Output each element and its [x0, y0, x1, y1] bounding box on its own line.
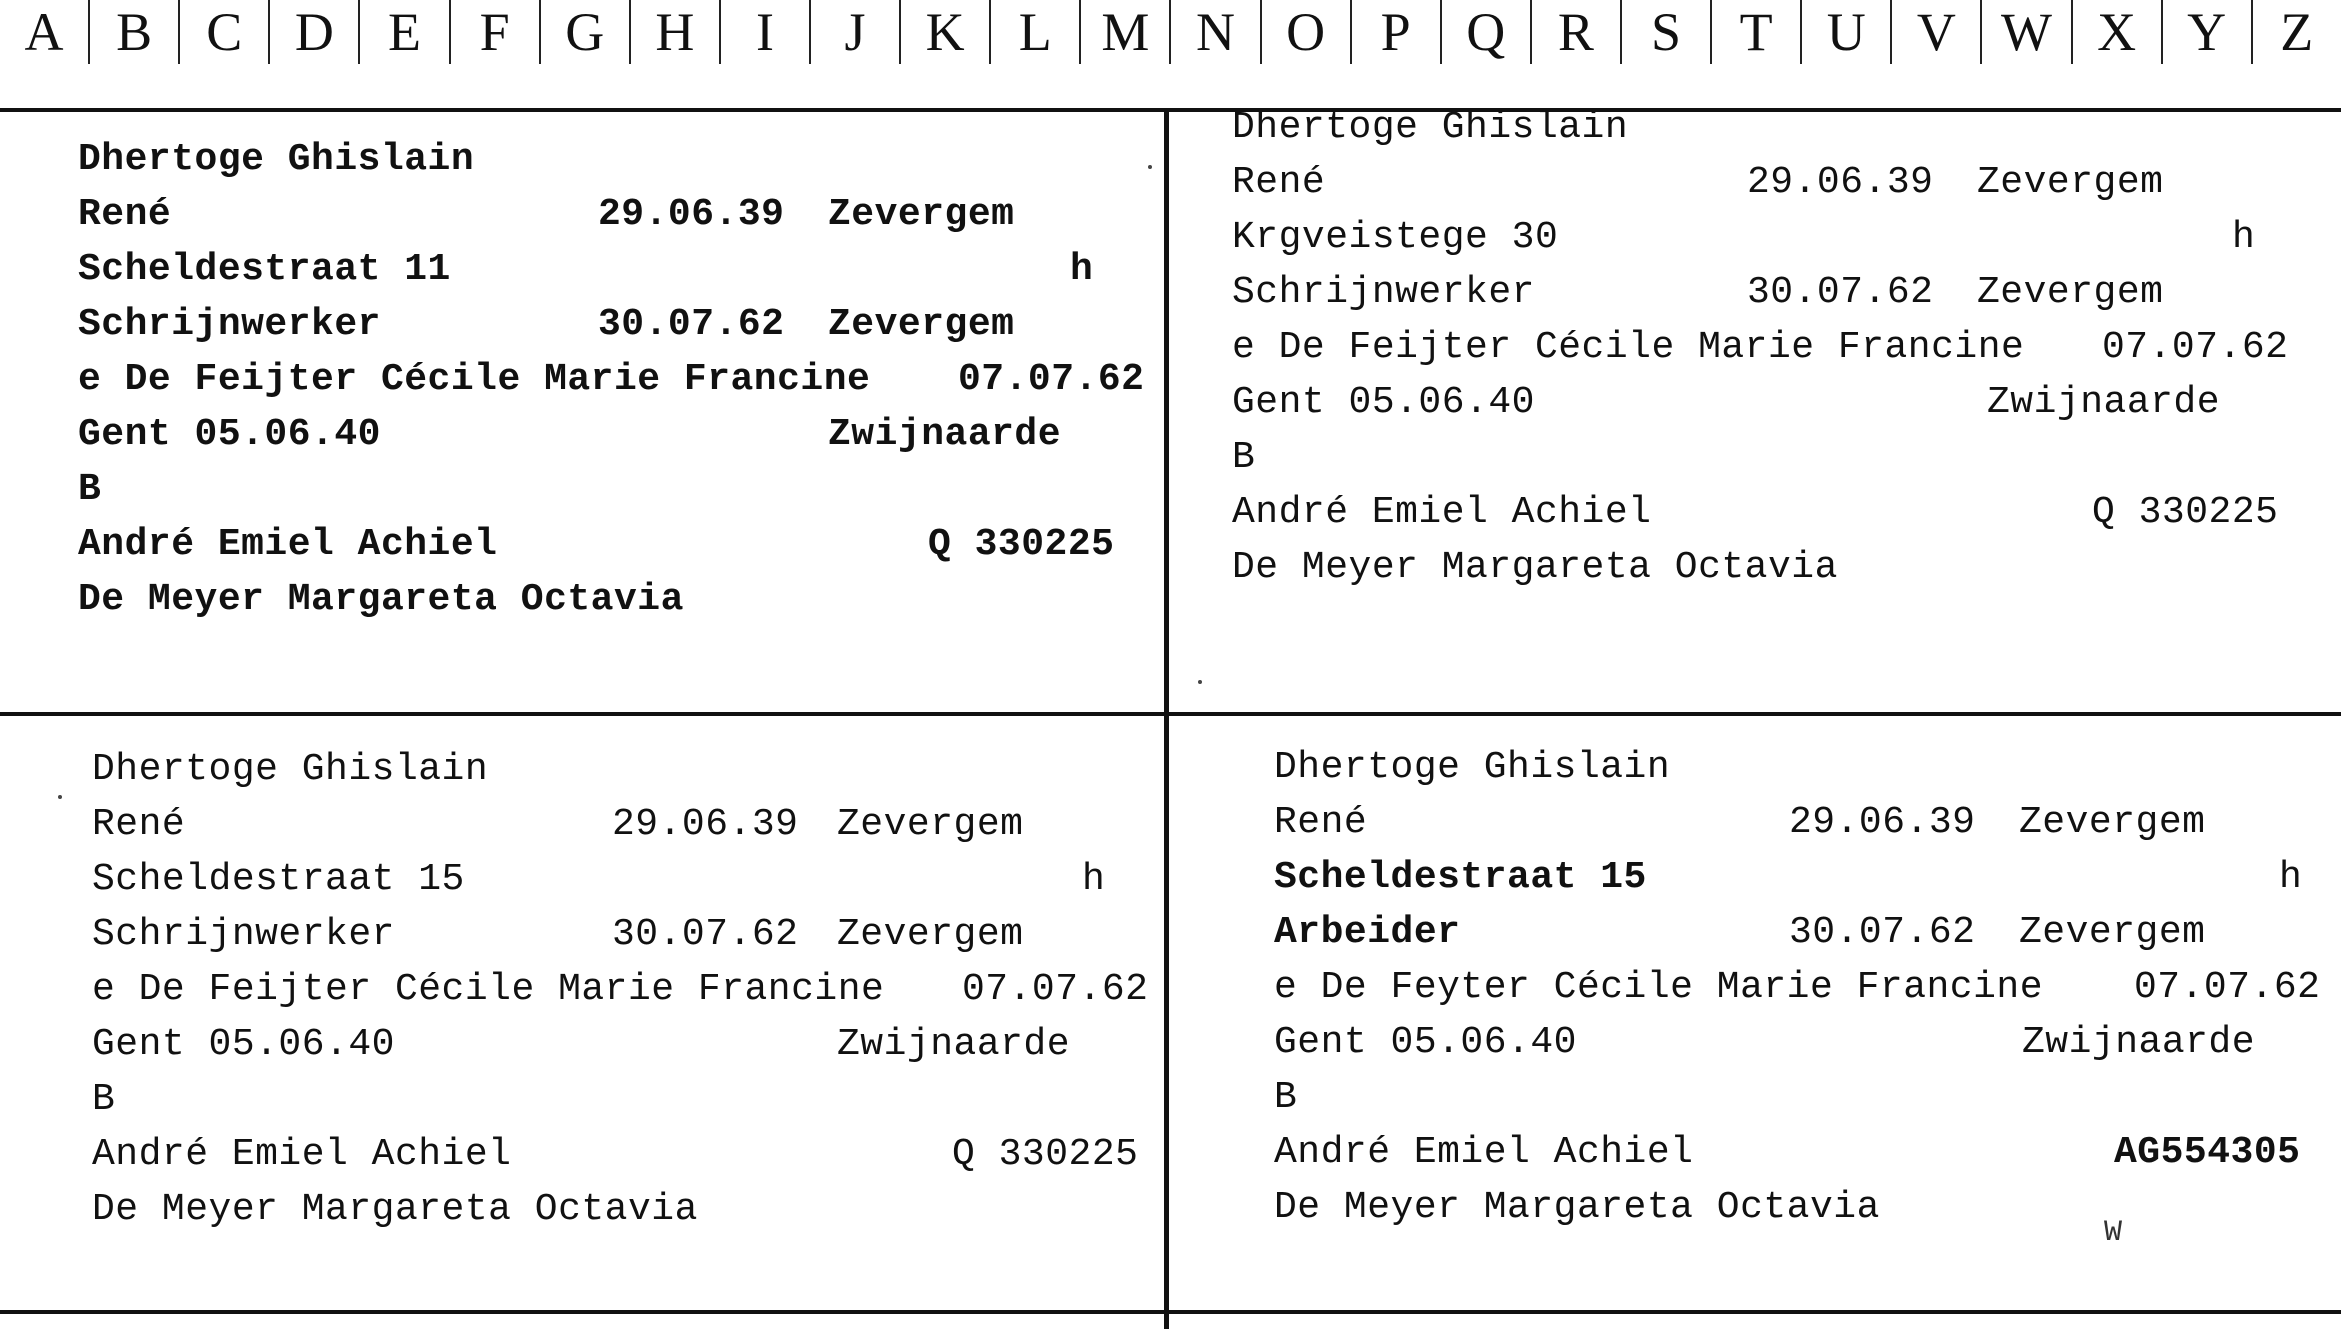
birth-place: Zevergem: [1977, 161, 2164, 204]
index-letter-z[interactable]: Z: [2280, 2, 2314, 62]
ref-number: Q 330225: [952, 1133, 1139, 1176]
birth-date: 29.06.39: [598, 193, 785, 236]
marital-code: h: [2279, 856, 2303, 899]
scan-speck: [1198, 680, 1202, 684]
spouse-place: Zwijnaarde: [2022, 1021, 2256, 1064]
category: B: [1232, 436, 1256, 479]
index-letter-q[interactable]: Q: [1442, 0, 1532, 64]
first-name: René: [1274, 801, 1368, 844]
marital-code: h: [1082, 858, 1106, 901]
first-name: René: [78, 193, 172, 236]
surname: Dhertoge Ghislain: [78, 138, 475, 181]
surname: Dhertoge Ghislain: [92, 748, 489, 791]
category: B: [78, 468, 102, 511]
spouse-place: Zwijnaarde: [837, 1023, 1071, 1066]
spouse-date: 07.07.62: [2102, 326, 2289, 369]
ref-number: AG554305: [2114, 1131, 2301, 1174]
spouse-place: Zwijnaarde: [828, 413, 1062, 456]
record-card-top-right[interactable]: [1232, 106, 2341, 686]
index-letter-n[interactable]: N: [1171, 0, 1261, 64]
spouse-birth: Gent 05.06.40: [92, 1023, 395, 1066]
index-letter-g[interactable]: G: [541, 0, 631, 64]
spouse: e De Feijter Cécile Marie Francine: [78, 358, 871, 401]
surname: Dhertoge Ghislain: [1274, 746, 1671, 789]
occupation: Schrijnwerker: [1232, 271, 1535, 314]
alphabet-index-strip: [0, 0, 2341, 80]
address: Krgveistege 30: [1232, 216, 1559, 259]
address: Scheldestraat 11: [78, 248, 451, 291]
spouse: e De Feijter Cécile Marie Francine: [92, 968, 885, 1011]
index-letter-d[interactable]: D: [270, 0, 360, 64]
category: B: [1274, 1076, 1298, 1119]
index-letter-e[interactable]: E: [360, 0, 450, 64]
marriage-date: 30.07.62: [1789, 911, 1976, 954]
index-letter-v[interactable]: V: [1892, 0, 1982, 64]
index-letter-r[interactable]: R: [1532, 0, 1622, 64]
spouse-date: 07.07.62: [958, 358, 1145, 401]
marital-code: h: [1070, 248, 1094, 291]
birth-date: 29.06.39: [1789, 801, 1976, 844]
index-letter-k[interactable]: K: [901, 0, 991, 64]
index-letter-x[interactable]: X: [2073, 0, 2163, 64]
first-name: René: [1232, 161, 1326, 204]
index-letter-u[interactable]: U: [1802, 0, 1892, 64]
record-card-bottom-left[interactable]: [92, 748, 1232, 1328]
index-letter-s[interactable]: S: [1622, 0, 1712, 64]
index-letter-t[interactable]: T: [1712, 0, 1802, 64]
marriage-place: Zevergem: [828, 303, 1015, 346]
mother: De Meyer Margareta Octavia: [1274, 1186, 1880, 1229]
spouse-birth: Gent 05.06.40: [78, 413, 381, 456]
father: André Emiel Achiel: [1274, 1131, 1694, 1174]
index-letter-l[interactable]: L: [991, 0, 1081, 64]
address: Scheldestraat 15: [92, 858, 465, 901]
occupation: Schrijnwerker: [78, 303, 381, 346]
handwritten-annotation: W: [2104, 1216, 2123, 1250]
birth-place: Zevergem: [837, 803, 1024, 846]
spouse-date: 07.07.62: [962, 968, 1149, 1011]
spouse-birth: Gent 05.06.40: [1274, 1021, 1577, 1064]
category: B: [92, 1078, 116, 1121]
surname: Dhertoge Ghislain: [1232, 106, 1629, 149]
index-letter-m[interactable]: M: [1081, 0, 1171, 64]
birth-date: 29.06.39: [612, 803, 799, 846]
marriage-place: Zevergem: [2019, 911, 2206, 954]
index-letter-c[interactable]: C: [180, 0, 270, 64]
record-card-bottom-right[interactable]: [1274, 746, 2341, 1326]
mother: De Meyer Margareta Octavia: [1232, 546, 1838, 589]
index-letter-f[interactable]: F: [451, 0, 541, 64]
father: André Emiel Achiel: [92, 1133, 512, 1176]
marriage-date: 30.07.62: [598, 303, 785, 346]
index-letter-a[interactable]: A: [0, 0, 90, 64]
index-letter-p[interactable]: P: [1352, 0, 1442, 64]
marriage-date: 30.07.62: [612, 913, 799, 956]
father: André Emiel Achiel: [78, 523, 498, 566]
mother: De Meyer Margareta Octavia: [78, 578, 684, 621]
record-card-top-left[interactable]: [78, 138, 1218, 718]
spouse-birth: Gent 05.06.40: [1232, 381, 1535, 424]
marriage-date: 30.07.62: [1747, 271, 1934, 314]
marriage-place: Zevergem: [837, 913, 1024, 956]
father: André Emiel Achiel: [1232, 491, 1652, 534]
scan-speck: [58, 795, 62, 799]
marriage-place: Zevergem: [1977, 271, 2164, 314]
index-letter-j[interactable]: J: [811, 0, 901, 64]
index-letter-y[interactable]: Y: [2163, 0, 2253, 64]
occupation: Arbeider: [1274, 911, 1461, 954]
first-name: René: [92, 803, 186, 846]
index-letter-h[interactable]: H: [631, 0, 721, 64]
ref-number: Q 330225: [928, 523, 1115, 566]
birth-date: 29.06.39: [1747, 161, 1934, 204]
scan-speck: [1148, 165, 1152, 169]
occupation: Schrijnwerker: [92, 913, 395, 956]
spouse-date: 07.07.62: [2134, 966, 2321, 1009]
birth-place: Zevergem: [828, 193, 1015, 236]
mother: De Meyer Margareta Octavia: [92, 1188, 698, 1231]
address: Scheldestraat 15: [1274, 856, 1647, 899]
index-letter-b[interactable]: B: [90, 0, 180, 64]
index-letter-w[interactable]: W: [1982, 0, 2072, 64]
marital-code: h: [2232, 216, 2256, 259]
index-letter-i[interactable]: I: [721, 0, 811, 64]
index-letter-o[interactable]: O: [1262, 0, 1352, 64]
ref-number: Q 330225: [2092, 491, 2279, 534]
birth-place: Zevergem: [2019, 801, 2206, 844]
spouse-place: Zwijnaarde: [1987, 381, 2221, 424]
spouse: e De Feyter Cécile Marie Francine: [1274, 966, 2044, 1009]
spouse: e De Feijter Cécile Marie Francine: [1232, 326, 2025, 369]
